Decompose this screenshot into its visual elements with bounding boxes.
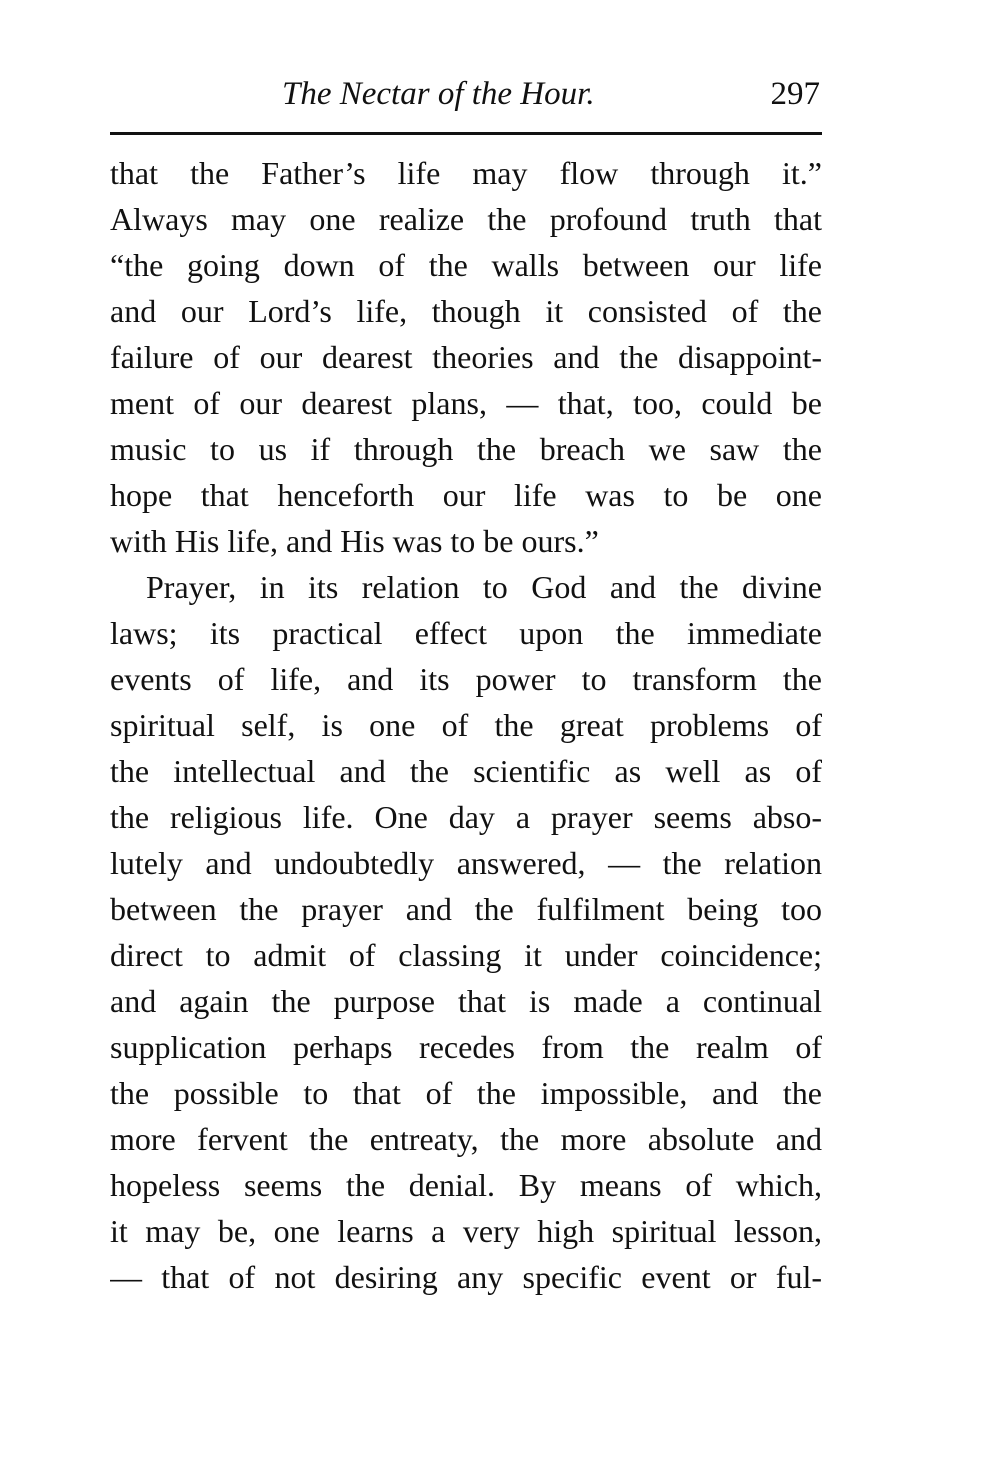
text-line: lutely and undoubtedly answered, — the relation [110,845,822,881]
running-title: The Nectar of the Hour. [282,76,595,112]
text-line: direct to admit of classing it under coincidence; [110,937,822,973]
text-line: laws; its practical effect upon the immediate [110,615,822,651]
text-line: the religious life. One day a prayer seems abso- [110,799,822,835]
text-line: spiritual self, is one of the great problems of [110,707,822,743]
text-line: failure of our dearest theories and the disappoint- [110,339,822,375]
text-line: supplication perhaps recedes from the realm of [110,1029,822,1065]
text-line: ment of our dearest plans, — that, too, could be [110,385,822,421]
header-rule [110,132,822,135]
text-line: and our Lord’s life, though it consisted of the [110,293,822,329]
text-line: Always may one realize the profound truth that [110,201,822,237]
text-line: between the prayer and the fulfilment being too [110,891,822,927]
running-header [110,72,822,116]
text-line: hope that henceforth our life was to be one [110,477,822,513]
text-line: hopeless seems the denial. By means of which, [110,1167,822,1203]
text-line: — that of not desiring any specific event or ful- [110,1259,822,1295]
text-line: the possible to that of the impossible, and the [110,1075,822,1111]
text-line: that the Father’s life may flow through it.” [110,155,822,191]
body-text [110,150,822,1300]
paragraph-1 [110,150,822,564]
page-number: 297 [770,76,820,112]
text-line: music to us if through the breach we saw the [110,431,822,467]
text-line: and again the purpose that is made a continual [110,983,822,1019]
text-line: Prayer, in its relation to God and the divine [146,569,822,605]
text-line: it may be, one learns a very high spiritual lesson, [110,1213,822,1249]
text-line: “the going down of the walls between our life [110,247,822,283]
paragraph-2 [110,564,822,1300]
text-line: events of life, and its power to transform the [110,661,822,697]
text-line: the intellectual and the scientific as well as of [110,753,822,789]
text-line: with His life, and His was to be ours.” [110,523,599,559]
text-line: more fervent the entreaty, the more absolute and [110,1121,822,1157]
